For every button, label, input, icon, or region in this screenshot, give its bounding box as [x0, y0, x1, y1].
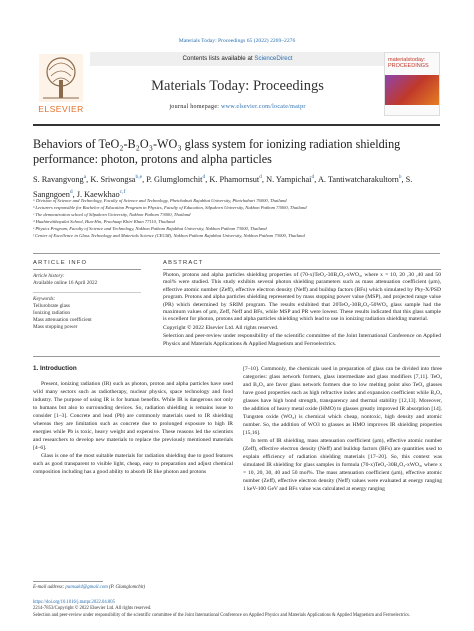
article-info-heading: ARTICLE INFO	[33, 260, 88, 266]
intro-right-column	[243, 365, 442, 493]
abstract-end-divider	[33, 356, 440, 357]
journal-cover-image	[384, 52, 440, 116]
affiliation: ᵈ Huahinvitthayalai School, Hua-Hin, Prachuap Khiri Khan 77110, Thailand	[33, 219, 175, 224]
affiliation: ᶜ The demonstration school of Silpakorn University, Nakhon Pathom 73000, Thailand	[33, 212, 191, 217]
footer-block	[33, 600, 443, 619]
author[interactable]: S. Sangngoen$^d$	[33, 174, 413, 199]
author[interactable]: J. Kaewkhao$^{c,f}$	[76, 188, 126, 199]
history-label: Article history:	[33, 273, 65, 279]
paragraph: Present, ionizing radiation (IR) such as photon, proton and alpha particles have used wild many sectors such as radiotherapy, nuclear physics, space technology and food industry. The purpose of using IR is for human benefits. While IR is dangerous not only to humans but also to surrounding devices. So, radiation shielding is remains issue to consider [1–3]. Concrete and lead (Pb) are commonly materials used to IR shielding whereas they are limitation such as concrete due to prolonged exposure to high IR energies while Pb is toxic, heavy weight and expensive. These reasons led the scientists and researchers to develop new materials to replace the previously mentioned materials [4–6].	[33, 381, 233, 451]
abstract-body	[163, 272, 441, 349]
history-value: Available online 16 April 2022	[33, 280, 98, 286]
affiliation: ᵉ Physics Program, Faculty of Science and Technology, Nakhon Pathom Rajabhat University, Nakhon Pathom 73000, Thailand	[33, 226, 267, 231]
author[interactable]: K. Phamornsut$^d$	[209, 174, 262, 184]
keyword: Mass attenuation coefficient	[33, 317, 92, 323]
corresponding-email: E-mail address: pumsak4@gmail.com (P. Glumglomchit)	[33, 585, 146, 590]
cover-graphic	[385, 75, 439, 105]
issn-copyright: 2214-7853/Copyright © 2022 Elsevier Ltd. All rights reserved.	[33, 606, 152, 612]
journal-homepage	[90, 104, 385, 110]
cover-text: materialstoday: PROCEEDINGS	[388, 57, 429, 69]
keyword: Tellurobrate glass	[33, 303, 70, 309]
paragraph: [7–10]. Commonly, the chemicals used in preparation of glass can be divided into three categories: glass network formers, glass intermediate and glass modifiers [7,11]. TeO₂ and B₂O₃ are favor glass network formers due to low melting point also TeO₂ glasses have good properties such as high refractive index and expansion coefficient while B₂O₃ glasses have high bond strength, transparency and thermal stability [12,13]. Moreover, the addition of heavy metal oxide (HMO) to glasses greatly improved IR absorption [14]. Tungsten oxide (WO₃) is chemical which cheap, nontoxic, high density and atomic number. So, the addition of WO3 to glasses as HMO improves IR shielding properties [15,16].	[243, 366, 442, 436]
article-title: Behaviors of TeO₂-B₂O₃-WO₃ glass system for ionizing radiation shielding performance: photon, protons and alpha particles	[33, 137, 401, 166]
author[interactable]: P. Glumglomchit$^d$	[146, 174, 206, 184]
affiliation-list	[33, 197, 443, 239]
intro-left-column	[33, 380, 233, 476]
keyword: Ionizing radiation	[33, 310, 71, 316]
article-history	[33, 273, 141, 287]
abstract-copyright: Copyright © 2022 Elsevier Ltd. All rights reserved.	[163, 324, 279, 331]
homepage-link[interactable]: www.elsevier.com/locate/matpr	[221, 104, 306, 110]
author-list: S. Ravangvong$^a$, K. Sriwongsa$^{b,e}$, P. Glumglomchit$^d$, K. Phamornsut$^d$, N. Yampichai$^d$, A. Tantiwatcharakultorn$^b$, S. Sangngoen$^d$, J. Kaewkhao$^{c,f}$	[33, 174, 413, 199]
history-divider	[33, 292, 141, 293]
sciencedirect-link[interactable]: ScienceDirect	[254, 55, 293, 62]
keywords-block	[33, 296, 141, 331]
author[interactable]: N. Yampichai$^d$	[266, 174, 315, 184]
affiliation-divider	[33, 253, 440, 254]
homepage-prefix: journal homepage:	[169, 104, 222, 110]
affiliation: ᵇ Lecturers responsible for Bachelor of Education Program in Physics, Faculty of Education, Silpakorn University, Nakhon Pathom 73000, Thailand	[33, 205, 307, 210]
author[interactable]: A. Tantiwatcharakultorn$^b$	[317, 174, 402, 184]
doi-link[interactable]: https://doi.org/10.1016/j.matpr.2022.04.005	[33, 600, 115, 605]
keywords-label: Keywords:	[33, 296, 56, 302]
contents-bar	[90, 52, 385, 66]
contents-prefix: Contents lists available at	[182, 55, 255, 62]
journal-citation: Materials Today: Proceedings 65 (2022) 2269–2276	[178, 38, 296, 44]
affiliation: ᶠ Center of Excellence in Glass Technology and Materials Science (CEGM), Nakhon Pathom Rajabhat University, Nakhon Pathom 73000, Thailand	[33, 233, 305, 238]
keyword: Mass stopping power	[33, 324, 78, 330]
elsevier-tree-icon	[39, 54, 83, 102]
elsevier-logo	[33, 52, 89, 116]
header-divider	[33, 124, 440, 126]
paragraph: In term of IR shielding, mass attenuation coefficient (μm), effective atomic number (Zeff), effective electron density (Neff) and buildup factors (BFs) are quantities used to explain efficiency of radiation shielding materials [17–20]. So, this context was simulated IR shielding for glass samples in formula (70-x)TeO₂-30B₂O₃-xWO₃, where x = 10, 20, 30, 40 and 50 mol%. The mass attenuation coefficient (μm), effective atomic number (Zeff), effective electron density (Neff) values were evaluated at energy ranging 1 keV-100 GeV and BFs value was calculated at energy ranging	[243, 438, 442, 492]
abstract-heading: ABSTRACT	[163, 260, 204, 266]
journal-title: Materials Today: Proceedings	[151, 78, 324, 94]
section-heading-introduction: 1. Introduction	[33, 365, 77, 372]
author[interactable]: S. Ravangvong$^a$	[33, 174, 87, 184]
affiliation: ᵃ Division of Science and Technology, Faculty of Science and Technology, Phetchabuti Rajabhat University, Phetchaburi 76000, Thailand	[33, 198, 287, 203]
article-info-divider	[33, 269, 141, 270]
abstract-divider	[163, 269, 441, 270]
publisher-name: ELSEVIER	[38, 104, 84, 114]
footnote-divider	[33, 581, 103, 582]
email-link[interactable]: pumsak4@gmail.com	[65, 585, 108, 590]
abstract-selection: Selection and peer-review under responsibility of the scientific committee of the Joint International Conference on Applied Physics and Materials Applications & Applied Magnetism and Ferroelectrics.	[163, 333, 441, 347]
footer-selection: Selection and peer-review under responsibility of the scientific committee of the Joint International Conference on Applied Physics and Materials Applications & Applied Magnetism and Ferroelectrics.	[33, 612, 411, 618]
author[interactable]: K. Sriwongsa$^{b,e}$	[90, 174, 143, 184]
paragraph: Glass is one of the most suitable materials for radiation shielding due to good features such as good transparent to visible light, cheap, easy to preparation and adjust chemical composition including has a good ability to absorb IR like photon and protons	[33, 453, 233, 475]
abstract-text: Photon, protons and alpha particles shielding properties of (70-x)TeO₂-30B₂O₃-xWO₃, where x = 10, 20 ,30 ,40 and 50 mol% were studied. This study exhibits several photon shielding parameters such as mass attenuation coefficient (μm), effective atomic number (Zeff), effective electron density (Neff) and buildup factors (BFs) which simulated by Phy-X/PSD program. Protons and alpha particles shielding represented by mass stopping power value (MSP), and projected range value (PR) which determined by SRIM program. The results exhibited that 20TeO₂-30B₂O₃-50WO₃ glass sample had the maximum values of μm, Zeff, Neff and BFs, while MSP and PR were lowest. These results indicated that this glass sample is excellent for photon, protons and alpha particles shielding which lead to use in ionizing radiation shielding material.	[163, 272, 441, 323]
